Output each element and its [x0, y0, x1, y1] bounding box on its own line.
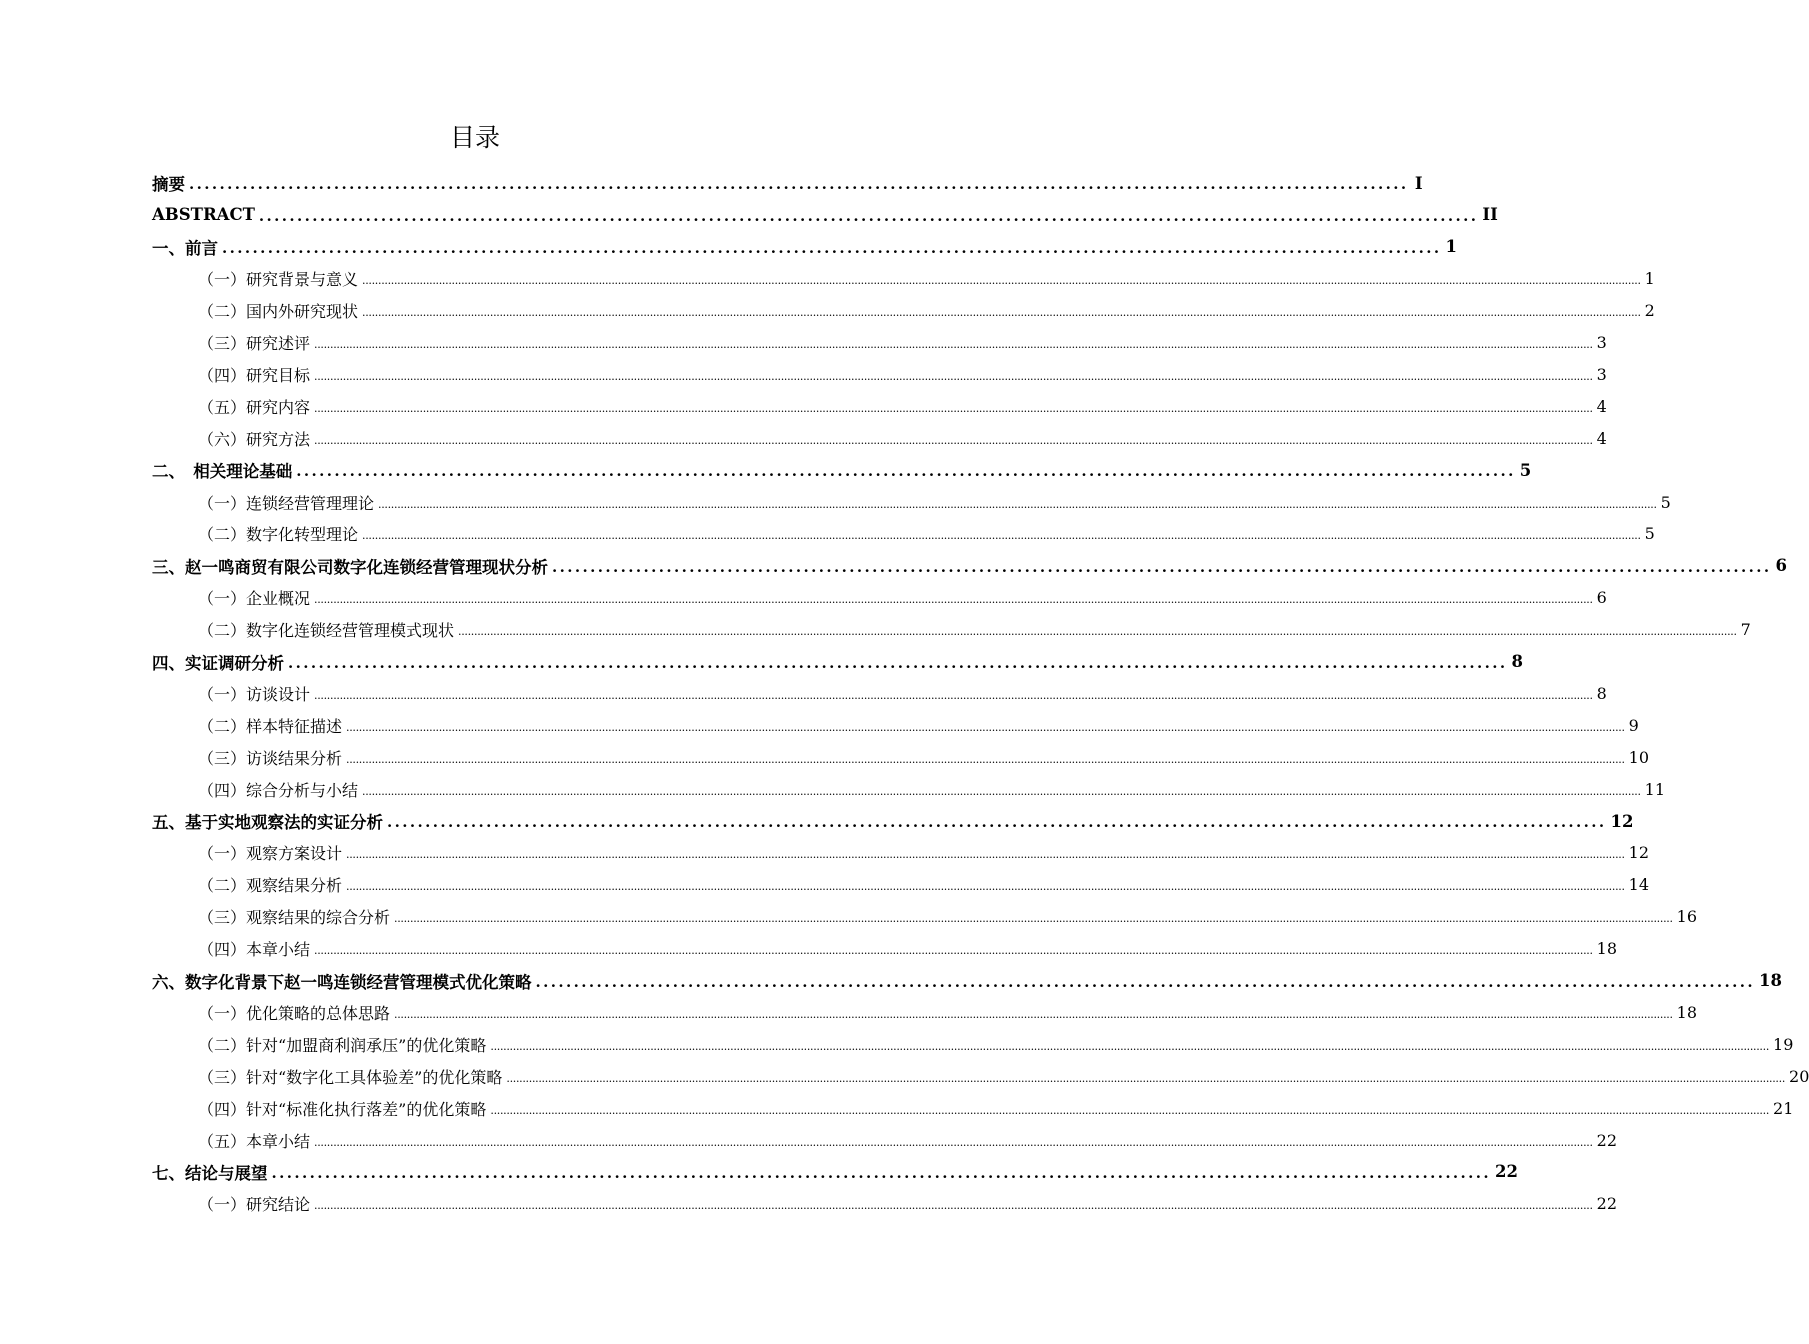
toc-entry-page-number: 6: [1775, 556, 1788, 576]
toc-leader-dots: ................................................................................................................................................................................................................................................................................................................................................................................................................: [490, 1103, 1770, 1117]
toc-entry-label: （三）针对“数字化工具体验差”的优化策略: [198, 1067, 503, 1087]
toc-section-entry[interactable]: [198, 1092, 1794, 1124]
toc-section-entry[interactable]: [198, 263, 1655, 295]
toc-leader-dots: ................................................................................................................................................................................................................................................................................................................................................................................................................: [314, 1199, 1593, 1213]
toc-entry-page-number: 11: [1644, 779, 1666, 799]
toc-entry-page-number: 4: [1596, 428, 1607, 448]
toc-section-entry[interactable]: [198, 582, 1607, 614]
toc-entry-label: （一）企业概况: [198, 589, 311, 609]
toc-entry-page-number: 12: [1628, 843, 1650, 863]
toc-chapter-entry[interactable]: [152, 550, 1788, 582]
toc-leader-dots: ................................................................................................................................................................................................................................................................................................................................................................................................................: [346, 752, 1625, 766]
toc-entry-page-number: 3: [1596, 333, 1607, 352]
toc-leader-dots: ................................................................................................................................................................................................................................................................................................................................................................................................................: [362, 784, 1641, 798]
toc-entry-page-number: 18: [1759, 971, 1783, 990]
toc-entry-page-number: 5: [1519, 460, 1532, 480]
toc-entry-label: （一）连锁经营管理理论: [198, 493, 375, 513]
toc-entry-label: 一、前言: [152, 238, 218, 258]
toc-section-entry[interactable]: [198, 295, 1655, 327]
toc-entry-page-number: 12: [1610, 811, 1634, 831]
toc-section-entry[interactable]: [198, 677, 1607, 709]
toc-entry-label: （六）研究方法: [198, 429, 311, 449]
toc-entry-page-number: 2: [1644, 301, 1655, 321]
toc-leader-dots: ................................................................................................................................................................................................................................................................................................................................................................................................................: [378, 497, 1657, 511]
toc-leader-dots: ................................................................................................................................................................................................................................................................................................................................................................................................................: [362, 529, 1641, 543]
toc-chapter-entry[interactable]: [152, 805, 1634, 837]
toc-entry-page-number: 14: [1628, 875, 1650, 895]
toc-entry-label: ABSTRACT: [152, 205, 255, 225]
toc-entry-label: 四、实证调研分析: [152, 653, 284, 673]
toc-section-entry[interactable]: [198, 741, 1650, 773]
toc-leader-dots: ................................................................................................................................................................................................................................................................................................................................................................................................................: [314, 1135, 1593, 1149]
toc-entry-label: （二）样本特征描述: [198, 716, 343, 736]
toc-leader-dots: ................................................................................................................................................................: [387, 813, 1607, 831]
toc-entry-label: 七、结论与展望: [152, 1163, 268, 1183]
toc-leader-dots: ................................................................................................................................................................................................................................................................................................................................................................................................................: [314, 944, 1593, 958]
toc-entry-page-number: 16: [1676, 907, 1698, 927]
toc-leader-dots: ................................................................................................................................................................................................................................................................................................................................................................................................................: [314, 688, 1593, 702]
toc-entry-page-number: 20: [1789, 1066, 1809, 1086]
toc-leader-dots: ................................................................................................................................................................................................................................................................................................................................................................................................................: [506, 1071, 1786, 1085]
toc-entry-page-number: 19: [1773, 1034, 1794, 1054]
toc-section-entry[interactable]: [198, 1188, 1618, 1220]
toc-entry-page-number: 22: [1596, 1130, 1618, 1150]
toc-entry-page-number: 9: [1628, 715, 1639, 735]
toc-entry-label: 摘要: [152, 175, 185, 194]
toc-entry-page-number: II: [1482, 205, 1498, 225]
toc-chapter-entry[interactable]: [152, 231, 1458, 263]
toc-section-entry[interactable]: [198, 1124, 1618, 1156]
toc-chapter-entry[interactable]: [152, 199, 1498, 231]
toc-section-entry[interactable]: [198, 1028, 1794, 1060]
toc-entry-page-number: 4: [1596, 396, 1607, 416]
toc-leader-dots: ................................................................................................................................................................: [258, 206, 1479, 225]
toc-leader-dots: ................................................................................................................................................................................................................................................................................................................................................................................................................: [362, 274, 1641, 288]
toc-entry-page-number: 8: [1511, 652, 1524, 671]
toc-section-entry[interactable]: [198, 358, 1607, 390]
toc-entry-page-number: 8: [1596, 683, 1607, 703]
toc-entry-page-number: 1: [1445, 237, 1458, 257]
toc-entry-label: （二）针对“加盟商利润承压”的优化策略: [198, 1035, 487, 1055]
toc-leader-dots: ................................................................................................................................................................................................................................................................................................................................................................................................................: [346, 848, 1625, 862]
toc-entry-label: （二）数字化连锁经营管理模式现状: [198, 621, 455, 641]
toc-leader-dots: ................................................................................................................................................................................................................................................................................................................................................................................................................: [346, 720, 1625, 734]
toc-entry-page-number: 18: [1596, 939, 1618, 959]
toc-entry-label: 二、 相关理论基础: [152, 462, 293, 482]
toc-leader-dots: ................................................................................................................................................................................................................................................................................................................................................................................................................: [314, 338, 1593, 351]
toc-entry-page-number: 1: [1644, 269, 1655, 289]
toc-chapter-entry[interactable]: [152, 454, 1532, 486]
toc-section-entry[interactable]: [198, 390, 1607, 422]
toc-entry-label: （二）国内外研究现状: [198, 302, 359, 322]
toc-entry-page-number: 18: [1676, 1002, 1698, 1022]
toc-entry-label: （四）针对“标准化执行落差”的优化策略: [198, 1099, 487, 1119]
toc-entry-page-number: 5: [1644, 524, 1655, 544]
toc-chapter-entry[interactable]: [152, 646, 1524, 678]
toc-entry-label: （二）观察结果分析: [198, 876, 343, 896]
toc-leader-dots: ................................................................................................................................................................: [222, 238, 1442, 257]
toc-entry-label: （一）研究背景与意义: [198, 270, 359, 290]
toc-chapter-entry[interactable]: [152, 965, 1783, 997]
toc-entry-label: 三、赵一鸣商贸有限公司数字化连锁经营管理现状分析: [152, 557, 548, 577]
toc-leader-dots: ................................................................................................................................................................................................................................................................................................................................................................................................................: [458, 625, 1737, 639]
toc-leader-dots: ................................................................................................................................................................................................................................................................................................................................................................................................................: [490, 1039, 1770, 1053]
toc-section-entry[interactable]: [198, 486, 1671, 518]
toc-leader-dots: ................................................................................................................................................................: [271, 1163, 1492, 1182]
toc-entry-label: （四）研究目标: [198, 365, 311, 385]
toc-entry-page-number: 22: [1495, 1162, 1519, 1182]
toc-entry-page-number: 21: [1773, 1098, 1794, 1118]
toc-entry-page-number: 10: [1628, 747, 1650, 767]
toc-entry-label: （五）本章小结: [198, 1131, 311, 1151]
toc-section-entry[interactable]: [198, 996, 1698, 1028]
toc-section-entry[interactable]: [198, 869, 1650, 901]
toc-entry-label: （五）研究内容: [198, 397, 311, 417]
toc-entry-label: （四）本章小结: [198, 940, 311, 960]
toc-leader-dots: ................................................................................................................................................................: [288, 653, 1508, 672]
toc-entry-page-number: 3: [1596, 364, 1607, 384]
toc-section-entry[interactable]: [198, 614, 1751, 646]
toc-leader-dots: ................................................................................................................................................................: [296, 462, 1516, 481]
toc-section-entry[interactable]: [198, 518, 1655, 550]
toc-entry-label: （一）优化策略的总体思路: [198, 1003, 391, 1023]
toc-chapter-entry[interactable]: [152, 1156, 1519, 1188]
toc-leader-dots: ................................................................................................................................................................................................................................................................................................................................................................................................................: [394, 912, 1673, 926]
toc-entry-page-number: 7: [1740, 620, 1751, 640]
toc-leader-dots: ................................................................................................................................................................: [552, 557, 1772, 576]
toc-entry-label: （三）访谈结果分析: [198, 748, 343, 768]
toc-entry-label: （二）数字化转型理论: [198, 525, 359, 545]
toc-section-entry[interactable]: [198, 901, 1698, 933]
toc-section-entry[interactable]: [198, 709, 1639, 741]
toc-leader-dots: ................................................................................................................................................................................................................................................................................................................................................................................................................: [362, 306, 1641, 320]
toc-entry-page-number: 6: [1596, 588, 1607, 608]
toc-entry-label: 五、基于实地观察法的实证分析: [152, 813, 383, 832]
toc-leader-dots: ................................................................................................................................................................: [535, 972, 1756, 991]
toc-section-entry[interactable]: [198, 837, 1650, 869]
toc-entry-label: （一）观察方案设计: [198, 844, 343, 864]
toc-leader-dots: ................................................................................................................................................................: [189, 175, 1409, 193]
toc-section-entry[interactable]: [198, 422, 1607, 454]
toc-entry-label: （一）访谈设计: [198, 684, 311, 704]
toc-entry-label: （四）综合分析与小结: [198, 780, 359, 800]
toc-section-entry[interactable]: [198, 933, 1618, 965]
toc-entry-page-number: 5: [1660, 492, 1671, 512]
toc-leader-dots: ................................................................................................................................................................................................................................................................................................................................................................................................................: [314, 433, 1593, 447]
toc-chapter-entry[interactable]: [152, 167, 1423, 199]
toc-section-entry[interactable]: [198, 327, 1607, 359]
toc-entry-label: （三）观察结果的综合分析: [198, 908, 391, 928]
toc-leader-dots: ................................................................................................................................................................................................................................................................................................................................................................................................................: [314, 401, 1593, 415]
toc-entry-page-number: I: [1414, 173, 1423, 193]
toc-leader-dots: ................................................................................................................................................................................................................................................................................................................................................................................................................: [394, 1007, 1673, 1021]
toc-leader-dots: ................................................................................................................................................................................................................................................................................................................................................................................................................: [314, 369, 1593, 383]
toc-entry-label: （三）研究述评: [198, 334, 311, 353]
toc-entry-label: 六、数字化背景下赵一鸣连锁经营管理模式优化策略: [152, 972, 532, 992]
toc-title: 目录: [449, 123, 500, 152]
toc-entry-label: （一）研究结论: [198, 1195, 311, 1215]
toc-entry-page-number: 22: [1596, 1194, 1618, 1214]
toc-leader-dots: ................................................................................................................................................................................................................................................................................................................................................................................................................: [346, 880, 1625, 894]
toc-section-entry[interactable]: [198, 773, 1666, 805]
toc-section-entry[interactable]: [198, 1060, 1809, 1092]
toc-leader-dots: ................................................................................................................................................................................................................................................................................................................................................................................................................: [314, 593, 1593, 607]
